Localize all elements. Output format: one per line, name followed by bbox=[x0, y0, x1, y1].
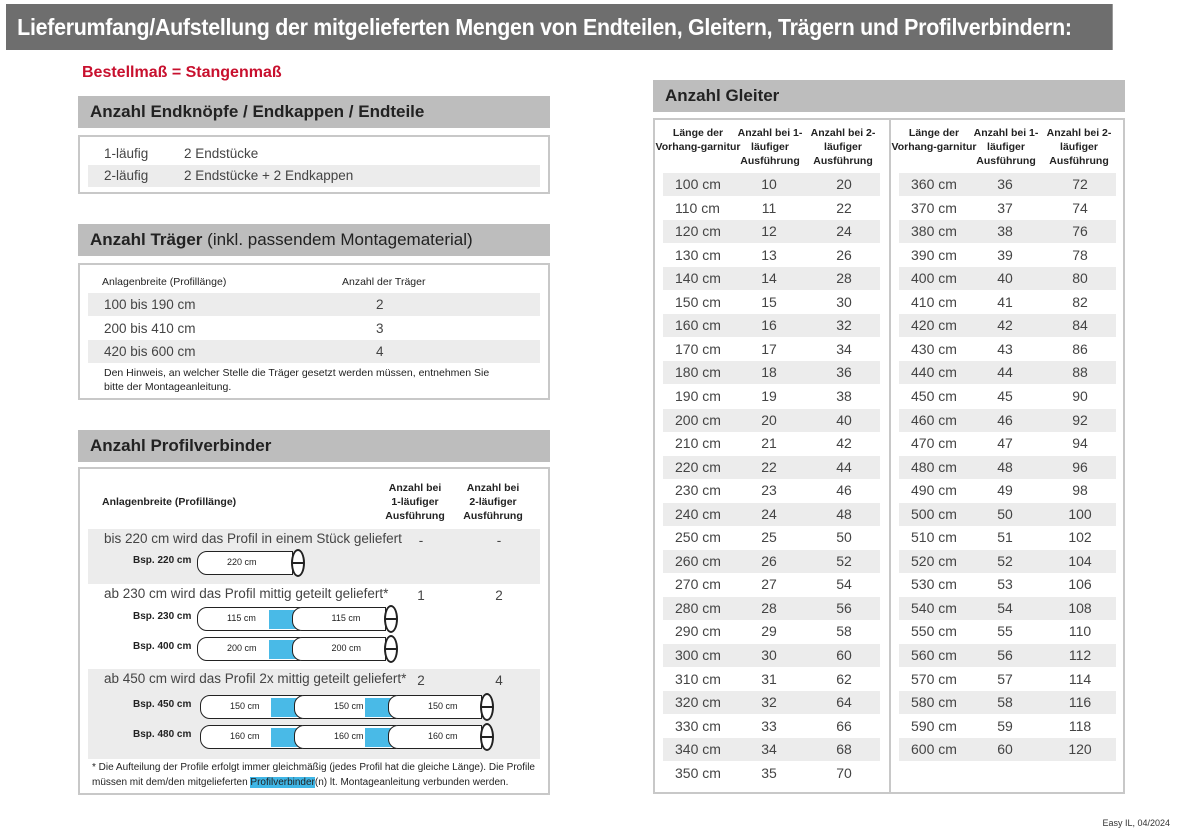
count-two: 4 bbox=[495, 673, 503, 688]
table-row bbox=[899, 244, 1116, 267]
length: 170 cm bbox=[675, 340, 721, 357]
count-two: 44 bbox=[836, 458, 852, 475]
count-one: 43 bbox=[997, 340, 1013, 357]
length: 270 cm bbox=[675, 576, 721, 593]
length: 340 cm bbox=[675, 741, 721, 758]
count-one: 32 bbox=[761, 694, 777, 711]
segment-length: 150 cm bbox=[334, 701, 364, 711]
brackets-box bbox=[78, 263, 550, 400]
count: 3 bbox=[376, 320, 384, 336]
count-two: 36 bbox=[836, 364, 852, 381]
col-header: Länge der Vorhang-garnitur bbox=[655, 127, 741, 153]
table-row bbox=[899, 503, 1116, 526]
count-two: 116 bbox=[1068, 694, 1092, 711]
table-row bbox=[899, 715, 1116, 738]
table-row bbox=[899, 620, 1116, 643]
count-one: 10 bbox=[761, 176, 777, 192]
length: 140 cm bbox=[675, 270, 721, 287]
table-row bbox=[663, 691, 880, 714]
count-one: 37 bbox=[997, 199, 1013, 216]
length: 150 cm bbox=[675, 293, 721, 310]
segment-length: 160 cm bbox=[428, 731, 458, 741]
count-two: 62 bbox=[836, 670, 852, 687]
count-one: 16 bbox=[761, 317, 777, 334]
col-header: Anzahl bei 2-läufiger Ausführung bbox=[1046, 127, 1112, 167]
count-two: 90 bbox=[1072, 387, 1088, 404]
count-two: 48 bbox=[836, 505, 852, 522]
count-two: 120 bbox=[1068, 741, 1092, 758]
type: 2-läufig bbox=[104, 168, 149, 183]
length: 460 cm bbox=[911, 411, 957, 428]
table-row bbox=[663, 385, 880, 408]
length: 310 cm bbox=[675, 670, 721, 687]
table-row bbox=[663, 197, 880, 220]
count-one: 55 bbox=[997, 623, 1013, 640]
length: 570 cm bbox=[911, 670, 957, 687]
count-one: 29 bbox=[761, 623, 777, 640]
table-row bbox=[663, 244, 880, 267]
table-row bbox=[899, 314, 1116, 337]
end-cap-icon bbox=[291, 549, 305, 577]
footer-version: Easy IL, 04/2024 bbox=[1102, 818, 1170, 828]
heading-text: Anzahl Träger bbox=[90, 230, 203, 249]
end-cap-bar bbox=[482, 736, 492, 738]
count-one: 60 bbox=[997, 741, 1013, 758]
count-one: 49 bbox=[997, 482, 1013, 499]
count-two: 52 bbox=[836, 552, 852, 569]
count-two: 70 bbox=[836, 764, 852, 781]
table-row bbox=[899, 197, 1116, 220]
count-two: 32 bbox=[836, 317, 852, 334]
footnote-text: (n) lt. Montageanleitung verbunden werden. bbox=[314, 777, 509, 788]
count-two: 56 bbox=[836, 599, 852, 616]
value: 2 Endstücke bbox=[184, 146, 259, 161]
value: 2 Endstücke + 2 Endkappen bbox=[184, 168, 354, 183]
example-label: Bsp. 220 cm bbox=[133, 555, 192, 566]
segment-length: 200 cm bbox=[331, 643, 362, 653]
length: 420 cm bbox=[911, 317, 957, 334]
length: 390 cm bbox=[911, 246, 957, 263]
count-one: 36 bbox=[997, 176, 1013, 192]
table-row bbox=[88, 293, 540, 316]
count-two: 66 bbox=[836, 717, 852, 734]
length: 440 cm bbox=[911, 364, 957, 381]
length: 300 cm bbox=[675, 647, 721, 663]
count-one: 45 bbox=[997, 387, 1013, 404]
count-one: 56 bbox=[997, 647, 1013, 663]
count-two: 42 bbox=[836, 435, 852, 452]
count-two: 74 bbox=[1072, 199, 1088, 216]
count-one: 39 bbox=[997, 246, 1013, 263]
count-two: 110 bbox=[1068, 623, 1092, 640]
length: 100 cm bbox=[675, 176, 721, 192]
end-cap-bar bbox=[293, 562, 303, 564]
end-cap-icon bbox=[384, 605, 398, 633]
length: 480 cm bbox=[911, 458, 957, 475]
end-cap-icon bbox=[480, 723, 494, 751]
count-one: 41 bbox=[997, 293, 1013, 310]
length: 450 cm bbox=[911, 387, 957, 404]
length: 380 cm bbox=[911, 223, 957, 240]
count-two: 54 bbox=[836, 576, 852, 593]
length: 260 cm bbox=[675, 552, 721, 569]
count-one: 54 bbox=[997, 599, 1013, 616]
table-row bbox=[88, 317, 540, 340]
count-two: 22 bbox=[836, 199, 852, 216]
endparts-box bbox=[78, 135, 550, 194]
length: 320 cm bbox=[675, 694, 721, 711]
table-row bbox=[88, 165, 540, 187]
segment-length: 200 cm bbox=[227, 643, 257, 653]
segment-length: 115 cm bbox=[331, 613, 361, 623]
table-row bbox=[899, 668, 1116, 691]
count-one: 28 bbox=[761, 599, 777, 616]
count-one: 24 bbox=[761, 505, 777, 522]
count-two: 108 bbox=[1068, 599, 1092, 616]
group-text: ab 450 cm wird das Profil 2x mittig geteilt geliefert* bbox=[104, 671, 407, 686]
table-row bbox=[899, 526, 1116, 549]
count-two: 104 bbox=[1068, 552, 1092, 569]
segment-length: 150 cm bbox=[230, 701, 260, 711]
col-header: Anzahl bei 1-läufiger Ausführung bbox=[737, 127, 803, 167]
segment-length: 160 cm bbox=[230, 731, 260, 741]
gliders-heading: Anzahl Gleiter bbox=[653, 80, 1125, 112]
count-two: 20 bbox=[836, 176, 852, 192]
count-two: 102 bbox=[1068, 529, 1092, 546]
table-row bbox=[899, 173, 1116, 196]
count-one: 11 bbox=[761, 199, 777, 216]
segment-length: 115 cm bbox=[227, 613, 256, 623]
count-one: 27 bbox=[761, 576, 777, 593]
length: 330 cm bbox=[675, 717, 721, 734]
count: 2 bbox=[376, 297, 384, 312]
table-row bbox=[899, 691, 1116, 714]
count-one: 20 bbox=[761, 411, 777, 428]
table-row bbox=[663, 456, 880, 479]
length: 560 cm bbox=[911, 647, 957, 663]
example-label: Bsp. 480 cm bbox=[133, 729, 192, 740]
count-two: 50 bbox=[836, 529, 852, 546]
count-one: 33 bbox=[761, 717, 777, 734]
count-two: 58 bbox=[836, 623, 852, 640]
segment-length: 160 cm bbox=[334, 731, 364, 741]
table-row bbox=[899, 361, 1116, 384]
count-two: 68 bbox=[836, 741, 852, 758]
segment-length: 220 cm bbox=[227, 557, 257, 567]
count-two: 34 bbox=[836, 340, 852, 357]
table-row bbox=[663, 620, 880, 643]
count-one: 51 bbox=[997, 529, 1013, 546]
table-row bbox=[899, 385, 1116, 408]
table-row bbox=[663, 738, 880, 761]
count-one: 44 bbox=[997, 364, 1013, 381]
count-two: 38 bbox=[836, 387, 852, 404]
count-one: 25 bbox=[761, 529, 777, 546]
count-two: 114 bbox=[1068, 670, 1092, 687]
table-row bbox=[663, 173, 880, 196]
count-one: 22 bbox=[761, 458, 777, 475]
length: 190 cm bbox=[675, 387, 721, 404]
length: 530 cm bbox=[911, 576, 957, 593]
count-two: 64 bbox=[836, 694, 852, 711]
end-cap-icon bbox=[384, 635, 398, 663]
count-two: 78 bbox=[1072, 246, 1088, 263]
length: 200 cm bbox=[675, 411, 721, 428]
count-two: 72 bbox=[1072, 176, 1088, 192]
length: 360 cm bbox=[911, 176, 957, 192]
table-row bbox=[663, 314, 880, 337]
connectors-heading: Anzahl Profilverbinder bbox=[78, 430, 550, 462]
count-two: 80 bbox=[1072, 270, 1088, 287]
count-one: 47 bbox=[997, 435, 1013, 452]
count-one: 21 bbox=[761, 435, 777, 452]
count-two: 26 bbox=[836, 246, 852, 263]
col-header: Anlagenbreite (Profillänge) bbox=[102, 276, 227, 288]
table-row bbox=[899, 738, 1116, 761]
length: 280 cm bbox=[675, 599, 721, 616]
count-one: 31 bbox=[761, 670, 777, 687]
count-one: 13 bbox=[761, 246, 777, 263]
count-two: 118 bbox=[1068, 717, 1092, 734]
length: 180 cm bbox=[675, 364, 721, 381]
table-row bbox=[899, 291, 1116, 314]
count-one: 50 bbox=[997, 505, 1013, 522]
length: 410 cm bbox=[911, 293, 957, 310]
count-one: 18 bbox=[761, 364, 777, 381]
length: 130 cm bbox=[675, 246, 721, 263]
col-header: Anzahl bei 1-läufiger Ausführung bbox=[385, 482, 445, 522]
table-row bbox=[663, 573, 880, 596]
table-row bbox=[663, 479, 880, 502]
footnote-highlight: Profilverbinder bbox=[250, 777, 315, 788]
length: 590 cm bbox=[911, 717, 957, 734]
count-two: 76 bbox=[1072, 223, 1088, 240]
order-note: Bestellmaß = Stangenmaß bbox=[82, 64, 282, 81]
table-row bbox=[663, 220, 880, 243]
length: 290 cm bbox=[675, 623, 721, 640]
length: 540 cm bbox=[911, 599, 957, 616]
length: 520 cm bbox=[911, 552, 957, 569]
table-row bbox=[88, 143, 540, 165]
example-label: Bsp. 400 cm bbox=[133, 641, 192, 652]
heading-note: (inkl. passendem Montagematerial) bbox=[207, 230, 473, 249]
count-one: 26 bbox=[761, 552, 777, 569]
range: 200 bis 410 cm bbox=[104, 320, 196, 336]
col-header: Anzahl bei 2-läufiger Ausführung bbox=[810, 127, 876, 167]
length: 500 cm bbox=[911, 505, 957, 522]
count-one: 2 bbox=[417, 673, 425, 688]
table-row bbox=[899, 597, 1116, 620]
end-cap-bar bbox=[386, 648, 396, 650]
group-text: bis 220 cm wird das Profil in einem Stück geliefert bbox=[104, 531, 402, 546]
length: 350 cm bbox=[675, 764, 721, 781]
table-row bbox=[663, 644, 880, 667]
count-two: 40 bbox=[836, 411, 852, 428]
end-cap-icon bbox=[480, 693, 494, 721]
type: 1-läufig bbox=[104, 146, 149, 161]
length: 580 cm bbox=[911, 694, 957, 711]
table-row bbox=[899, 409, 1116, 432]
count-two: 24 bbox=[836, 223, 852, 240]
table-row bbox=[899, 573, 1116, 596]
table-row bbox=[663, 267, 880, 290]
count-one: 30 bbox=[761, 647, 777, 663]
table-row bbox=[88, 340, 540, 363]
endparts-heading: Anzahl Endknöpfe / Endkappen / Endteile bbox=[78, 96, 550, 128]
footnote-text: * Die Aufteilung der Profile erfolgt immer gleichmäßig (jedes Profil hat die gleiche Länge). Die Profile müssen mit dem/den mitgelieferten bbox=[92, 762, 535, 788]
length: 510 cm bbox=[911, 529, 957, 546]
count-two: - bbox=[496, 533, 502, 548]
count-one: 58 bbox=[997, 694, 1013, 711]
count-two: 30 bbox=[836, 293, 852, 310]
length: 210 cm bbox=[675, 435, 721, 452]
table-row bbox=[663, 597, 880, 620]
count-one: 42 bbox=[997, 317, 1013, 334]
count-two: 98 bbox=[1072, 482, 1088, 499]
col-header: Länge der Vorhang-garnitur bbox=[891, 127, 977, 153]
length: 550 cm bbox=[911, 623, 957, 640]
length: 240 cm bbox=[675, 505, 721, 522]
count-two: 46 bbox=[836, 482, 852, 499]
table-row bbox=[899, 338, 1116, 361]
footnote bbox=[92, 760, 542, 790]
count-one: 23 bbox=[761, 482, 777, 499]
length: 430 cm bbox=[911, 340, 957, 357]
count-one: 17 bbox=[761, 340, 777, 357]
count-one: 46 bbox=[997, 411, 1013, 428]
count-two: 28 bbox=[836, 270, 852, 287]
count-one: 59 bbox=[997, 717, 1013, 734]
count-one: 38 bbox=[997, 223, 1013, 240]
count-two: 100 bbox=[1068, 505, 1092, 522]
table-row bbox=[899, 220, 1116, 243]
count-one: 40 bbox=[997, 270, 1013, 287]
length: 370 cm bbox=[911, 199, 957, 216]
length: 220 cm bbox=[675, 458, 721, 475]
count-two: 2 bbox=[495, 588, 503, 603]
count-two: 86 bbox=[1072, 340, 1088, 357]
table-row bbox=[899, 550, 1116, 573]
count-two: 96 bbox=[1072, 458, 1088, 475]
table-row bbox=[899, 267, 1116, 290]
count-two: 92 bbox=[1072, 411, 1088, 428]
segment-length: 150 cm bbox=[428, 701, 458, 711]
count-two: 112 bbox=[1068, 647, 1092, 663]
count-one: 14 bbox=[761, 270, 777, 287]
table-row bbox=[663, 762, 880, 785]
length: 470 cm bbox=[911, 435, 957, 452]
example-label: Bsp. 450 cm bbox=[133, 699, 192, 710]
count-one: 12 bbox=[761, 223, 777, 240]
example-label: Bsp. 230 cm bbox=[133, 611, 192, 622]
length: 110 cm bbox=[675, 199, 720, 216]
table-row bbox=[663, 361, 880, 384]
col-header: Anzahl bei 1-läufiger Ausführung bbox=[973, 127, 1039, 167]
count-one: 34 bbox=[761, 741, 777, 758]
count-one: 1 bbox=[417, 588, 425, 603]
length: 160 cm bbox=[675, 317, 721, 334]
count-one: 19 bbox=[761, 387, 777, 404]
count-one: 52 bbox=[997, 552, 1013, 569]
count-two: 106 bbox=[1068, 576, 1092, 593]
length: 120 cm bbox=[675, 223, 721, 240]
count-two: 82 bbox=[1072, 293, 1088, 310]
table-row bbox=[663, 715, 880, 738]
table-row bbox=[899, 479, 1116, 502]
page-title: Lieferumfang/Aufstellung der mitgelieferten Mengen von Endteilen, Gleitern, Trägern und Profilverbindern: bbox=[6, 4, 1113, 50]
length: 250 cm bbox=[675, 529, 721, 546]
group-text: ab 230 cm wird das Profil mittig geteilt geliefert* bbox=[104, 586, 389, 601]
table-row bbox=[899, 456, 1116, 479]
count-two: 88 bbox=[1072, 364, 1088, 381]
count-one: - bbox=[418, 533, 424, 548]
count: 4 bbox=[376, 344, 384, 359]
count-two: 60 bbox=[836, 647, 852, 663]
table-row bbox=[663, 668, 880, 691]
length: 490 cm bbox=[911, 482, 957, 499]
table-row bbox=[663, 409, 880, 432]
table-row bbox=[899, 644, 1116, 667]
table-row bbox=[663, 526, 880, 549]
range: 100 bis 190 cm bbox=[104, 297, 196, 312]
col-header: Anzahl der Träger bbox=[342, 276, 426, 288]
count-one: 48 bbox=[997, 458, 1013, 475]
table-row bbox=[663, 432, 880, 455]
end-cap-bar bbox=[386, 618, 396, 620]
length: 230 cm bbox=[675, 482, 721, 499]
count-one: 35 bbox=[761, 764, 777, 781]
range: 420 bis 600 cm bbox=[104, 344, 196, 359]
table-row bbox=[663, 503, 880, 526]
brackets-note: Den Hinweis, an welcher Stelle die Träger gesetzt werden müssen, entnehmen Sie bitte der Montageanleitung. bbox=[104, 367, 490, 393]
table-row bbox=[899, 432, 1116, 455]
end-cap-bar bbox=[482, 706, 492, 708]
length: 600 cm bbox=[911, 741, 957, 758]
count-two: 84 bbox=[1072, 317, 1088, 334]
count-one: 57 bbox=[997, 670, 1013, 687]
col-header: Anlagenbreite (Profillänge) bbox=[102, 496, 237, 508]
count-one: 53 bbox=[997, 576, 1013, 593]
table-row bbox=[663, 550, 880, 573]
divider bbox=[889, 120, 891, 792]
brackets-heading bbox=[78, 224, 550, 256]
count-one: 15 bbox=[761, 293, 777, 310]
table-row bbox=[663, 338, 880, 361]
table-row bbox=[663, 291, 880, 314]
col-header: Anzahl bei 2-läufiger Ausführung bbox=[463, 482, 523, 522]
count-two: 94 bbox=[1072, 435, 1088, 452]
length: 400 cm bbox=[911, 270, 957, 287]
